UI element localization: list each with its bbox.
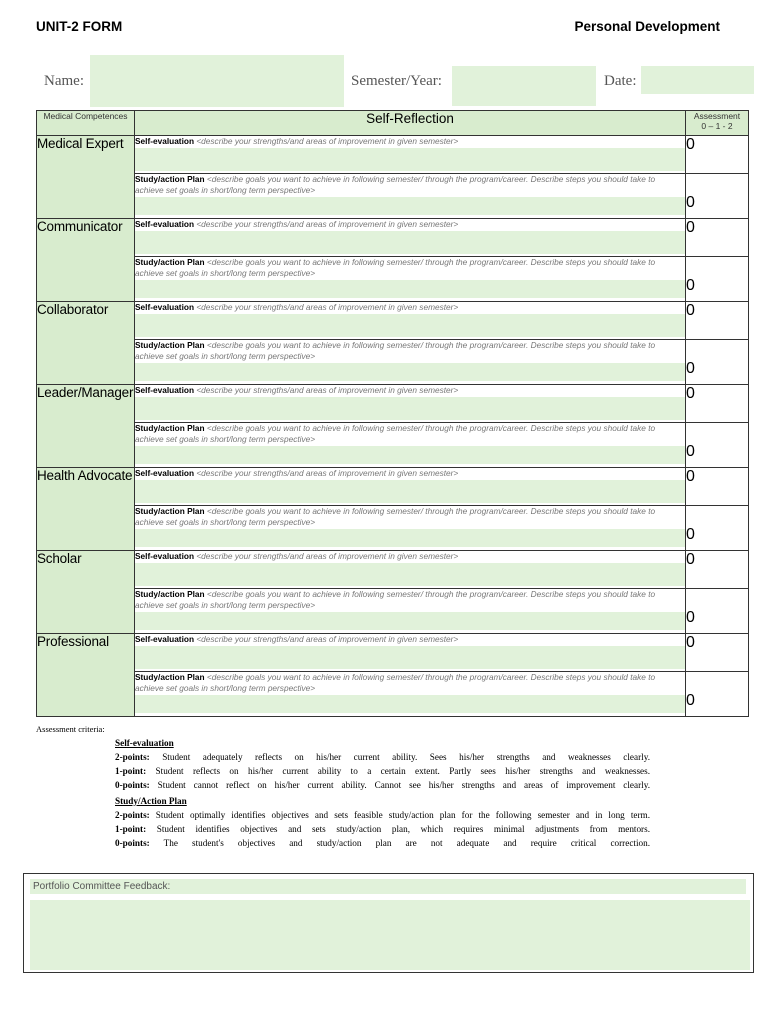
self-eval-title: Self-evaluation bbox=[135, 634, 195, 644]
self-eval-label bbox=[135, 136, 685, 147]
assessment-header-line2: 0 – 1 - 2 bbox=[701, 121, 733, 131]
points-label: 1-point: bbox=[115, 824, 147, 834]
form-title: UNIT-2 FORM bbox=[36, 19, 123, 34]
plan-cell bbox=[135, 672, 686, 717]
plan-cell bbox=[135, 257, 686, 302]
self-eval-input[interactable] bbox=[135, 148, 685, 171]
plan-label bbox=[135, 506, 685, 528]
points-label: 0-points: bbox=[115, 780, 150, 790]
competence-row-self-eval bbox=[37, 302, 749, 340]
plan-input[interactable] bbox=[135, 529, 685, 547]
plan-score[interactable]: 0 bbox=[686, 174, 749, 219]
self-eval-cell bbox=[135, 468, 686, 506]
competence-name: Collaborator bbox=[37, 302, 135, 385]
criteria-title: Assessment criteria: bbox=[36, 724, 105, 734]
criteria-text: The student's objectives and study/action plan are not adequate and require critical correction. bbox=[149, 838, 650, 848]
plan-hint: <describe goals you want to achieve in following semester/ through the program/career. Describe steps you should take to achieve set goals in short/long term perspective> bbox=[135, 506, 656, 527]
plan-hint: <describe goals you want to achieve in following semester/ through the program/career. Describe steps you should take to achieve set goals in short/long term perspective> bbox=[135, 589, 656, 610]
self-eval-input[interactable] bbox=[135, 563, 685, 586]
points-label: 2-points: bbox=[115, 752, 150, 762]
plan-input[interactable] bbox=[135, 695, 685, 713]
self-eval-label bbox=[135, 468, 685, 479]
competence-rows bbox=[37, 136, 749, 717]
plan-label bbox=[135, 672, 685, 694]
self-eval-hint: <describe your strengths/and areas of improvement in given semester> bbox=[194, 468, 459, 478]
identity-row bbox=[0, 55, 768, 107]
plan-input[interactable] bbox=[135, 363, 685, 381]
plan-cell bbox=[135, 174, 686, 219]
self-eval-score[interactable]: 0 bbox=[686, 634, 749, 672]
competence-name: Health Advocate bbox=[37, 468, 135, 551]
competence-row-plan bbox=[37, 174, 749, 219]
competence-name: Professional bbox=[37, 634, 135, 717]
criteria-plan-2 bbox=[115, 809, 650, 821]
section-title: Personal Development bbox=[574, 19, 720, 34]
name-label: Name: bbox=[44, 73, 84, 89]
criteria-plan-0 bbox=[115, 837, 650, 849]
competence-row-self-eval bbox=[37, 634, 749, 672]
competence-row-self-eval bbox=[37, 136, 749, 174]
name-field[interactable] bbox=[90, 55, 344, 107]
plan-input[interactable] bbox=[135, 197, 685, 215]
self-eval-score[interactable]: 0 bbox=[686, 302, 749, 340]
competence-name: Communicator bbox=[37, 219, 135, 302]
competence-row-self-eval bbox=[37, 468, 749, 506]
competence-row-plan bbox=[37, 423, 749, 468]
plan-hint: <describe goals you want to achieve in following semester/ through the program/career. Describe steps you should take to achieve set goals in short/long term perspective> bbox=[135, 423, 656, 444]
feedback-field[interactable] bbox=[30, 900, 750, 970]
self-eval-hint: <describe your strengths/and areas of improvement in given semester> bbox=[194, 219, 459, 229]
self-eval-label bbox=[135, 634, 685, 645]
plan-score[interactable]: 0 bbox=[686, 257, 749, 302]
self-eval-score[interactable]: 0 bbox=[686, 468, 749, 506]
competence-row-plan bbox=[37, 506, 749, 551]
competence-row-self-eval bbox=[37, 551, 749, 589]
points-label: 0-points: bbox=[115, 838, 150, 848]
self-eval-score[interactable]: 0 bbox=[686, 385, 749, 423]
semester-label: Semester/Year: bbox=[351, 73, 442, 89]
competence-name: Medical Expert bbox=[37, 136, 135, 219]
self-eval-cell bbox=[135, 302, 686, 340]
feedback-label: Portfolio Committee Feedback: bbox=[30, 879, 746, 894]
plan-cell bbox=[135, 589, 686, 634]
self-eval-label bbox=[135, 219, 685, 230]
self-eval-title: Self-evaluation bbox=[135, 551, 195, 561]
plan-title: Study/action Plan bbox=[135, 672, 205, 682]
plan-cell bbox=[135, 506, 686, 551]
competence-row-plan bbox=[37, 589, 749, 634]
plan-score[interactable]: 0 bbox=[686, 672, 749, 717]
self-eval-title: Self-evaluation bbox=[135, 219, 195, 229]
criteria-self-eval-1 bbox=[115, 765, 650, 777]
self-eval-input[interactable] bbox=[135, 397, 685, 420]
plan-cell bbox=[135, 340, 686, 385]
competence-row-self-eval bbox=[37, 385, 749, 423]
self-eval-input[interactable] bbox=[135, 314, 685, 337]
competence-name: Scholar bbox=[37, 551, 135, 634]
feedback-box bbox=[23, 873, 754, 973]
plan-title: Study/action Plan bbox=[135, 423, 205, 433]
competence-row-plan bbox=[37, 340, 749, 385]
self-eval-title: Self-evaluation bbox=[135, 385, 195, 395]
plan-score[interactable]: 0 bbox=[686, 423, 749, 468]
criteria-self-eval-heading: Self-evaluation bbox=[115, 738, 174, 748]
col-header-assessment bbox=[686, 111, 749, 136]
date-label: Date: bbox=[604, 73, 637, 89]
self-eval-input[interactable] bbox=[135, 646, 685, 669]
self-eval-title: Self-evaluation bbox=[135, 468, 195, 478]
plan-input[interactable] bbox=[135, 612, 685, 630]
criteria-text: Student reflects on his/her current ability to a certain extent. Partly sees his/her strengths and weaknesses. bbox=[146, 766, 650, 776]
self-eval-label bbox=[135, 385, 685, 396]
self-eval-input[interactable] bbox=[135, 231, 685, 254]
competence-table bbox=[36, 110, 749, 717]
criteria-self-eval-0 bbox=[115, 779, 650, 791]
plan-label bbox=[135, 257, 685, 279]
self-eval-cell bbox=[135, 551, 686, 589]
criteria-text: Student cannot reflect on his/her current ability. Cannot see his/her strengths and areas of improvement clearly. bbox=[149, 780, 650, 790]
competence-name: Leader/Manager bbox=[37, 385, 135, 468]
self-eval-score[interactable]: 0 bbox=[686, 219, 749, 257]
points-label: 1-point: bbox=[115, 766, 147, 776]
criteria-text: Student adequately reflects on his/her current ability. Sees his/her strengths and weaknesses clearly. bbox=[149, 752, 650, 762]
criteria-text: Student identifies objectives and sets study/action plan, which requires minimal adjustments from mentors. bbox=[146, 824, 650, 834]
self-eval-hint: <describe your strengths/and areas of improvement in given semester> bbox=[194, 302, 459, 312]
self-eval-cell bbox=[135, 385, 686, 423]
plan-cell bbox=[135, 423, 686, 468]
plan-hint: <describe goals you want to achieve in following semester/ through the program/career. Describe steps you should take to achieve set goals in short/long term perspective> bbox=[135, 672, 656, 693]
plan-title: Study/action Plan bbox=[135, 506, 205, 516]
criteria-self-eval-2 bbox=[115, 751, 650, 763]
self-eval-title: Self-evaluation bbox=[135, 136, 195, 146]
competence-row-plan bbox=[37, 257, 749, 302]
plan-hint: <describe goals you want to achieve in following semester/ through the program/career. Describe steps you should take to achieve set goals in short/long term perspective> bbox=[135, 174, 656, 195]
self-eval-hint: <describe your strengths/and areas of improvement in given semester> bbox=[194, 551, 459, 561]
semester-field[interactable] bbox=[452, 66, 596, 106]
plan-input[interactable] bbox=[135, 280, 685, 298]
points-label: 2-points: bbox=[115, 810, 150, 820]
criteria-plan-heading: Study/Action Plan bbox=[115, 796, 187, 806]
plan-score[interactable]: 0 bbox=[686, 340, 749, 385]
plan-label bbox=[135, 174, 685, 196]
competence-row-plan bbox=[37, 672, 749, 717]
criteria-text: Student optimally identifies objectives and sets feasible study/action plan for the following semester and in long term. bbox=[149, 810, 650, 820]
competence-row-self-eval bbox=[37, 219, 749, 257]
self-eval-score[interactable]: 0 bbox=[686, 136, 749, 174]
self-eval-hint: <describe your strengths/and areas of improvement in given semester> bbox=[194, 385, 459, 395]
plan-score[interactable]: 0 bbox=[686, 589, 749, 634]
plan-title: Study/action Plan bbox=[135, 589, 205, 599]
plan-label bbox=[135, 589, 685, 611]
plan-hint: <describe goals you want to achieve in following semester/ through the program/career. Describe steps you should take to achieve set goals in short/long term perspective> bbox=[135, 340, 656, 361]
self-eval-cell bbox=[135, 136, 686, 174]
plan-label bbox=[135, 423, 685, 445]
criteria-plan-1 bbox=[115, 823, 650, 835]
self-eval-cell bbox=[135, 634, 686, 672]
plan-title: Study/action Plan bbox=[135, 257, 205, 267]
self-eval-label bbox=[135, 551, 685, 562]
self-eval-score[interactable]: 0 bbox=[686, 551, 749, 589]
plan-hint: <describe goals you want to achieve in following semester/ through the program/career. Describe steps you should take to achieve set goals in short/long term perspective> bbox=[135, 257, 656, 278]
plan-input[interactable] bbox=[135, 446, 685, 464]
plan-title: Study/action Plan bbox=[135, 340, 205, 350]
self-eval-title: Self-evaluation bbox=[135, 302, 195, 312]
self-eval-cell bbox=[135, 219, 686, 257]
self-eval-label bbox=[135, 302, 685, 313]
plan-title: Study/action Plan bbox=[135, 174, 205, 184]
date-field[interactable] bbox=[641, 66, 754, 94]
assessment-header-line1: Assessment bbox=[693, 111, 741, 121]
col-header-competences: Medical Competences bbox=[37, 111, 135, 136]
col-header-reflection: Self-Reflection bbox=[135, 111, 686, 136]
plan-score[interactable]: 0 bbox=[686, 506, 749, 551]
plan-label bbox=[135, 340, 685, 362]
self-eval-hint: <describe your strengths/and areas of improvement in given semester> bbox=[194, 136, 459, 146]
self-eval-hint: <describe your strengths/and areas of improvement in given semester> bbox=[194, 634, 459, 644]
self-eval-input[interactable] bbox=[135, 480, 685, 503]
